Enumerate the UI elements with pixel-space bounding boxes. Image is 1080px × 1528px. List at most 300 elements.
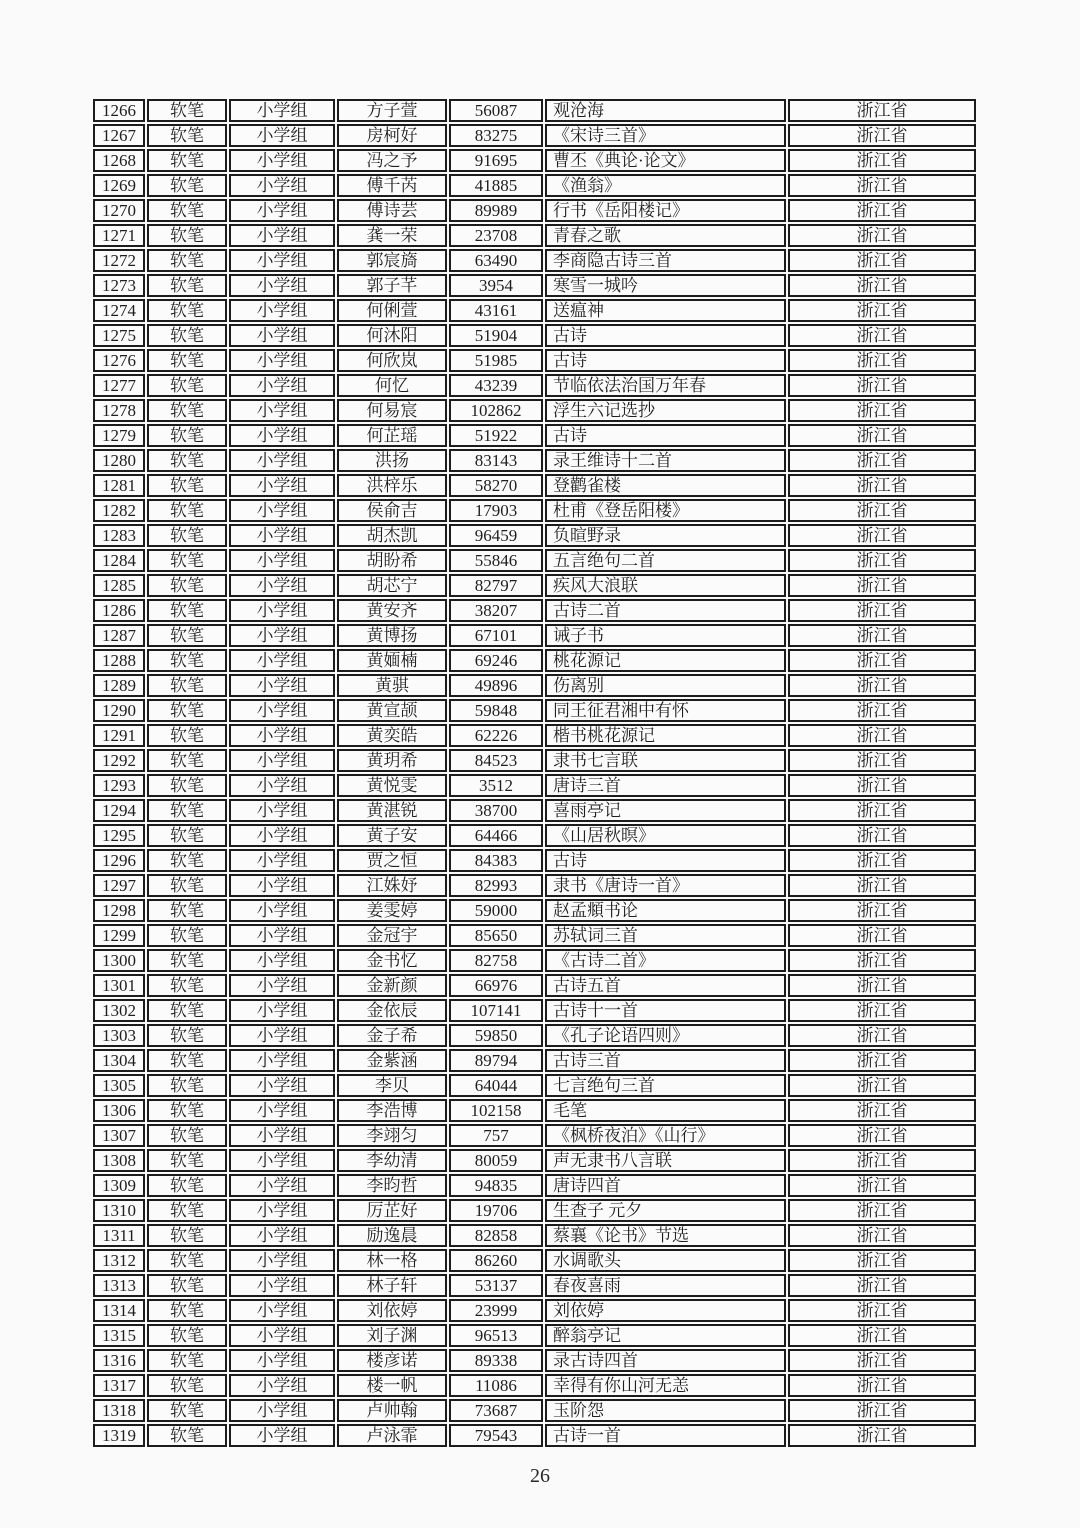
cell-work-title: 桃花源记 xyxy=(545,649,786,672)
cell-row-number: 1295 xyxy=(93,824,145,847)
table-row xyxy=(93,449,976,472)
cell-entry-code: 82858 xyxy=(449,1224,543,1247)
cell-pen-type: 软笔 xyxy=(147,1349,227,1372)
cell-work-title: 《渔翁》 xyxy=(545,174,786,197)
cell-work-title: 苏轼词三首 xyxy=(545,924,786,947)
cell-age-group: 小学组 xyxy=(229,1374,335,1397)
table-row xyxy=(93,974,976,997)
cell-contestant-name: 刘依婷 xyxy=(337,1299,447,1322)
cell-row-number: 1299 xyxy=(93,924,145,947)
cell-work-title: 古诗 xyxy=(545,349,786,372)
table-row xyxy=(93,299,976,322)
cell-entry-code: 79543 xyxy=(449,1424,543,1447)
results-table-body xyxy=(93,99,976,1447)
cell-work-title: 七言绝句三首 xyxy=(545,1074,786,1097)
cell-age-group: 小学组 xyxy=(229,599,335,622)
table-row xyxy=(93,1024,976,1047)
cell-province: 浙江省 xyxy=(788,524,976,547)
cell-work-title: 负暄野录 xyxy=(545,524,786,547)
cell-pen-type: 软笔 xyxy=(147,624,227,647)
cell-pen-type: 软笔 xyxy=(147,499,227,522)
cell-entry-code: 82758 xyxy=(449,949,543,972)
cell-contestant-name: 冯之予 xyxy=(337,149,447,172)
cell-pen-type: 软笔 xyxy=(147,774,227,797)
cell-province: 浙江省 xyxy=(788,1374,976,1397)
cell-row-number: 1275 xyxy=(93,324,145,347)
cell-age-group: 小学组 xyxy=(229,99,335,122)
cell-work-title: 醉翁亭记 xyxy=(545,1324,786,1347)
cell-entry-code: 83143 xyxy=(449,449,543,472)
cell-age-group: 小学组 xyxy=(229,349,335,372)
cell-contestant-name: 楼一帆 xyxy=(337,1374,447,1397)
cell-pen-type: 软笔 xyxy=(147,324,227,347)
cell-contestant-name: 何沐阳 xyxy=(337,324,447,347)
cell-contestant-name: 金子希 xyxy=(337,1024,447,1047)
cell-entry-code: 62226 xyxy=(449,724,543,747)
cell-entry-code: 86260 xyxy=(449,1249,543,1272)
cell-province: 浙江省 xyxy=(788,724,976,747)
cell-pen-type: 软笔 xyxy=(147,1249,227,1272)
cell-contestant-name: 傅千芮 xyxy=(337,174,447,197)
cell-contestant-name: 贾之恒 xyxy=(337,849,447,872)
cell-province: 浙江省 xyxy=(788,1349,976,1372)
cell-age-group: 小学组 xyxy=(229,224,335,247)
cell-pen-type: 软笔 xyxy=(147,824,227,847)
cell-entry-code: 84383 xyxy=(449,849,543,872)
cell-contestant-name: 金紫涵 xyxy=(337,1049,447,1072)
cell-contestant-name: 房柯好 xyxy=(337,124,447,147)
cell-province: 浙江省 xyxy=(788,474,976,497)
cell-entry-code: 102862 xyxy=(449,399,543,422)
table-row xyxy=(93,649,976,672)
cell-contestant-name: 林一格 xyxy=(337,1249,447,1272)
table-row xyxy=(93,774,976,797)
cell-row-number: 1272 xyxy=(93,249,145,272)
cell-row-number: 1289 xyxy=(93,674,145,697)
cell-province: 浙江省 xyxy=(788,399,976,422)
cell-province: 浙江省 xyxy=(788,449,976,472)
table-row xyxy=(93,574,976,597)
cell-pen-type: 软笔 xyxy=(147,274,227,297)
cell-entry-code: 91695 xyxy=(449,149,543,172)
cell-province: 浙江省 xyxy=(788,999,976,1022)
cell-province: 浙江省 xyxy=(788,924,976,947)
cell-entry-code: 82797 xyxy=(449,574,543,597)
cell-age-group: 小学组 xyxy=(229,1299,335,1322)
cell-work-title: 古诗 xyxy=(545,424,786,447)
cell-work-title: 古诗二首 xyxy=(545,599,786,622)
cell-entry-code: 89338 xyxy=(449,1349,543,1372)
cell-province: 浙江省 xyxy=(788,1149,976,1172)
cell-row-number: 1300 xyxy=(93,949,145,972)
cell-work-title: 唐诗三首 xyxy=(545,774,786,797)
cell-pen-type: 软笔 xyxy=(147,1199,227,1222)
table-row xyxy=(93,499,976,522)
cell-age-group: 小学组 xyxy=(229,1424,335,1447)
cell-entry-code: 94835 xyxy=(449,1174,543,1197)
cell-row-number: 1290 xyxy=(93,699,145,722)
cell-province: 浙江省 xyxy=(788,124,976,147)
cell-entry-code: 3512 xyxy=(449,774,543,797)
cell-contestant-name: 励逸晨 xyxy=(337,1224,447,1247)
cell-age-group: 小学组 xyxy=(229,799,335,822)
cell-work-title: 古诗 xyxy=(545,324,786,347)
cell-province: 浙江省 xyxy=(788,674,976,697)
cell-age-group: 小学组 xyxy=(229,824,335,847)
page-number: 26 xyxy=(530,1465,550,1487)
cell-row-number: 1294 xyxy=(93,799,145,822)
cell-province: 浙江省 xyxy=(788,849,976,872)
table-row xyxy=(93,749,976,772)
table-row xyxy=(93,699,976,722)
table-row xyxy=(93,99,976,122)
cell-province: 浙江省 xyxy=(788,1299,976,1322)
cell-work-title: 李商隐古诗三首 xyxy=(545,249,786,272)
cell-row-number: 1310 xyxy=(93,1199,145,1222)
cell-contestant-name: 何易宸 xyxy=(337,399,447,422)
cell-province: 浙江省 xyxy=(788,549,976,572)
cell-age-group: 小学组 xyxy=(229,899,335,922)
cell-entry-code: 82993 xyxy=(449,874,543,897)
cell-pen-type: 软笔 xyxy=(147,1224,227,1247)
cell-work-title: 疾风大浪联 xyxy=(545,574,786,597)
cell-contestant-name: 胡芯宁 xyxy=(337,574,447,597)
cell-row-number: 1301 xyxy=(93,974,145,997)
table-row xyxy=(93,874,976,897)
cell-row-number: 1286 xyxy=(93,599,145,622)
cell-row-number: 1303 xyxy=(93,1024,145,1047)
cell-pen-type: 软笔 xyxy=(147,724,227,747)
cell-age-group: 小学组 xyxy=(229,749,335,772)
cell-province: 浙江省 xyxy=(788,174,976,197)
cell-province: 浙江省 xyxy=(788,574,976,597)
table-row xyxy=(93,274,976,297)
cell-pen-type: 软笔 xyxy=(147,849,227,872)
cell-work-title: 《山居秋暝》 xyxy=(545,824,786,847)
cell-work-title: 生查子 元夕 xyxy=(545,1199,786,1222)
table-row xyxy=(93,1249,976,1272)
cell-pen-type: 软笔 xyxy=(147,1099,227,1122)
table-row xyxy=(93,624,976,647)
cell-province: 浙江省 xyxy=(788,874,976,897)
cell-row-number: 1282 xyxy=(93,499,145,522)
cell-row-number: 1308 xyxy=(93,1149,145,1172)
cell-age-group: 小学组 xyxy=(229,624,335,647)
cell-row-number: 1283 xyxy=(93,524,145,547)
cell-age-group: 小学组 xyxy=(229,199,335,222)
cell-contestant-name: 李翊匀 xyxy=(337,1124,447,1147)
cell-contestant-name: 金依辰 xyxy=(337,999,447,1022)
cell-row-number: 1276 xyxy=(93,349,145,372)
cell-row-number: 1302 xyxy=(93,999,145,1022)
cell-pen-type: 软笔 xyxy=(147,1324,227,1347)
cell-province: 浙江省 xyxy=(788,224,976,247)
cell-age-group: 小学组 xyxy=(229,1149,335,1172)
cell-province: 浙江省 xyxy=(788,899,976,922)
cell-work-title: 登鹳雀楼 xyxy=(545,474,786,497)
cell-work-title: 古诗三首 xyxy=(545,1049,786,1072)
table-row xyxy=(93,324,976,347)
cell-row-number: 1285 xyxy=(93,574,145,597)
cell-province: 浙江省 xyxy=(788,299,976,322)
cell-work-title: 毛笔 xyxy=(545,1099,786,1122)
table-row xyxy=(93,849,976,872)
cell-row-number: 1287 xyxy=(93,624,145,647)
cell-province: 浙江省 xyxy=(788,1274,976,1297)
cell-entry-code: 80059 xyxy=(449,1149,543,1172)
cell-work-title: 杜甫《登岳阳楼》 xyxy=(545,499,786,522)
cell-pen-type: 软笔 xyxy=(147,1074,227,1097)
cell-contestant-name: 黄安齐 xyxy=(337,599,447,622)
cell-province: 浙江省 xyxy=(788,1249,976,1272)
cell-age-group: 小学组 xyxy=(229,149,335,172)
cell-province: 浙江省 xyxy=(788,1074,976,1097)
cell-work-title: 录古诗四首 xyxy=(545,1349,786,1372)
cell-contestant-name: 金冠宇 xyxy=(337,924,447,947)
cell-entry-code: 66976 xyxy=(449,974,543,997)
cell-entry-code: 58270 xyxy=(449,474,543,497)
cell-pen-type: 软笔 xyxy=(147,1274,227,1297)
table-row xyxy=(93,349,976,372)
cell-row-number: 1270 xyxy=(93,199,145,222)
cell-pen-type: 软笔 xyxy=(147,1374,227,1397)
cell-entry-code: 38700 xyxy=(449,799,543,822)
table-row xyxy=(93,1399,976,1422)
table-row xyxy=(93,999,976,1022)
cell-entry-code: 96513 xyxy=(449,1324,543,1347)
cell-row-number: 1297 xyxy=(93,874,145,897)
cell-province: 浙江省 xyxy=(788,599,976,622)
cell-age-group: 小学组 xyxy=(229,1049,335,1072)
cell-province: 浙江省 xyxy=(788,374,976,397)
cell-pen-type: 软笔 xyxy=(147,474,227,497)
cell-province: 浙江省 xyxy=(788,799,976,822)
cell-province: 浙江省 xyxy=(788,274,976,297)
cell-province: 浙江省 xyxy=(788,99,976,122)
cell-province: 浙江省 xyxy=(788,824,976,847)
cell-pen-type: 软笔 xyxy=(147,649,227,672)
cell-row-number: 1313 xyxy=(93,1274,145,1297)
cell-province: 浙江省 xyxy=(788,1049,976,1072)
cell-pen-type: 软笔 xyxy=(147,599,227,622)
cell-contestant-name: 李浩博 xyxy=(337,1099,447,1122)
cell-row-number: 1319 xyxy=(93,1424,145,1447)
cell-entry-code: 38207 xyxy=(449,599,543,622)
cell-entry-code: 23708 xyxy=(449,224,543,247)
cell-province: 浙江省 xyxy=(788,1099,976,1122)
cell-entry-code: 59000 xyxy=(449,899,543,922)
cell-pen-type: 软笔 xyxy=(147,1424,227,1447)
table-row xyxy=(93,799,976,822)
cell-pen-type: 软笔 xyxy=(147,1124,227,1147)
cell-age-group: 小学组 xyxy=(229,449,335,472)
cell-contestant-name: 李幼清 xyxy=(337,1149,447,1172)
cell-pen-type: 软笔 xyxy=(147,249,227,272)
cell-entry-code: 83275 xyxy=(449,124,543,147)
cell-row-number: 1298 xyxy=(93,899,145,922)
table-row xyxy=(93,224,976,247)
cell-contestant-name: 黄奕皓 xyxy=(337,724,447,747)
cell-pen-type: 软笔 xyxy=(147,1149,227,1172)
cell-work-title: 隶书七言联 xyxy=(545,749,786,772)
cell-pen-type: 软笔 xyxy=(147,999,227,1022)
cell-row-number: 1312 xyxy=(93,1249,145,1272)
cell-row-number: 1307 xyxy=(93,1124,145,1147)
cell-pen-type: 软笔 xyxy=(147,899,227,922)
cell-pen-type: 软笔 xyxy=(147,124,227,147)
cell-contestant-name: 何欣岚 xyxy=(337,349,447,372)
cell-row-number: 1279 xyxy=(93,424,145,447)
table-row xyxy=(93,949,976,972)
cell-age-group: 小学组 xyxy=(229,1199,335,1222)
cell-contestant-name: 何忆 xyxy=(337,374,447,397)
table-row xyxy=(93,674,976,697)
cell-pen-type: 软笔 xyxy=(147,374,227,397)
table-row xyxy=(93,1074,976,1097)
cell-age-group: 小学组 xyxy=(229,174,335,197)
cell-contestant-name: 刘子渊 xyxy=(337,1324,447,1347)
cell-entry-code: 51904 xyxy=(449,324,543,347)
cell-contestant-name: 姜雯婷 xyxy=(337,899,447,922)
cell-work-title: 寒雪一城吟 xyxy=(545,274,786,297)
cell-entry-code: 73687 xyxy=(449,1399,543,1422)
table-row xyxy=(93,1149,976,1172)
cell-pen-type: 软笔 xyxy=(147,749,227,772)
cell-work-title: 青春之歌 xyxy=(545,224,786,247)
cell-pen-type: 软笔 xyxy=(147,574,227,597)
cell-province: 浙江省 xyxy=(788,624,976,647)
cell-work-title: 赵孟頫书论 xyxy=(545,899,786,922)
table-row xyxy=(93,249,976,272)
cell-work-title: 《枫桥夜泊》《山行》 xyxy=(545,1124,786,1147)
cell-pen-type: 软笔 xyxy=(147,349,227,372)
cell-row-number: 1317 xyxy=(93,1374,145,1397)
table-row xyxy=(93,824,976,847)
cell-work-title: 《孔子论语四则》 xyxy=(545,1024,786,1047)
cell-pen-type: 软笔 xyxy=(147,1024,227,1047)
cell-row-number: 1318 xyxy=(93,1399,145,1422)
cell-age-group: 小学组 xyxy=(229,249,335,272)
cell-row-number: 1314 xyxy=(93,1299,145,1322)
table-row xyxy=(93,399,976,422)
cell-row-number: 1274 xyxy=(93,299,145,322)
cell-age-group: 小学组 xyxy=(229,1349,335,1372)
cell-row-number: 1311 xyxy=(93,1224,145,1247)
cell-work-title: 古诗五首 xyxy=(545,974,786,997)
cell-age-group: 小学组 xyxy=(229,1174,335,1197)
cell-row-number: 1306 xyxy=(93,1099,145,1122)
cell-row-number: 1277 xyxy=(93,374,145,397)
cell-province: 浙江省 xyxy=(788,949,976,972)
table-row xyxy=(93,1099,976,1122)
cell-pen-type: 软笔 xyxy=(147,1174,227,1197)
cell-pen-type: 软笔 xyxy=(147,549,227,572)
cell-pen-type: 软笔 xyxy=(147,299,227,322)
cell-entry-code: 107141 xyxy=(449,999,543,1022)
cell-work-title: 玉阶怨 xyxy=(545,1399,786,1422)
cell-work-title: 行书《岳阳楼记》 xyxy=(545,199,786,222)
cell-contestant-name: 胡盼希 xyxy=(337,549,447,572)
cell-row-number: 1266 xyxy=(93,99,145,122)
cell-province: 浙江省 xyxy=(788,324,976,347)
cell-contestant-name: 黄悦雯 xyxy=(337,774,447,797)
cell-row-number: 1309 xyxy=(93,1174,145,1197)
cell-province: 浙江省 xyxy=(788,1024,976,1047)
cell-province: 浙江省 xyxy=(788,974,976,997)
cell-work-title: 节临依法治国万年春 xyxy=(545,374,786,397)
cell-entry-code: 102158 xyxy=(449,1099,543,1122)
cell-work-title: 诫子书 xyxy=(545,624,786,647)
cell-entry-code: 51922 xyxy=(449,424,543,447)
cell-province: 浙江省 xyxy=(788,199,976,222)
cell-pen-type: 软笔 xyxy=(147,924,227,947)
cell-work-title: 五言绝句二首 xyxy=(545,549,786,572)
cell-entry-code: 757 xyxy=(449,1124,543,1147)
cell-work-title: 《宋诗三首》 xyxy=(545,124,786,147)
cell-work-title: 幸得有你山河无恙 xyxy=(545,1374,786,1397)
table-row xyxy=(93,1324,976,1347)
cell-row-number: 1292 xyxy=(93,749,145,772)
cell-age-group: 小学组 xyxy=(229,724,335,747)
cell-contestant-name: 何芷瑶 xyxy=(337,424,447,447)
cell-row-number: 1269 xyxy=(93,174,145,197)
table-row xyxy=(93,1174,976,1197)
cell-contestant-name: 黄玥希 xyxy=(337,749,447,772)
cell-work-title: 古诗 xyxy=(545,849,786,872)
cell-province: 浙江省 xyxy=(788,1324,976,1347)
cell-contestant-name: 黄媔楠 xyxy=(337,649,447,672)
cell-pen-type: 软笔 xyxy=(147,974,227,997)
cell-entry-code: 43161 xyxy=(449,299,543,322)
cell-entry-code: 51985 xyxy=(449,349,543,372)
cell-entry-code: 85650 xyxy=(449,924,543,947)
cell-work-title: 蔡襄《论书》节选 xyxy=(545,1224,786,1247)
cell-work-title: 楷书桃花源记 xyxy=(545,724,786,747)
cell-age-group: 小学组 xyxy=(229,774,335,797)
cell-age-group: 小学组 xyxy=(229,399,335,422)
cell-age-group: 小学组 xyxy=(229,499,335,522)
cell-contestant-name: 金书忆 xyxy=(337,949,447,972)
table-row xyxy=(93,424,976,447)
cell-age-group: 小学组 xyxy=(229,549,335,572)
cell-contestant-name: 黄宣颉 xyxy=(337,699,447,722)
cell-pen-type: 软笔 xyxy=(147,399,227,422)
table-row xyxy=(93,924,976,947)
cell-row-number: 1281 xyxy=(93,474,145,497)
cell-province: 浙江省 xyxy=(788,424,976,447)
cell-contestant-name: 楼彦诺 xyxy=(337,1349,447,1372)
cell-age-group: 小学组 xyxy=(229,299,335,322)
cell-pen-type: 软笔 xyxy=(147,1049,227,1072)
table-row xyxy=(93,124,976,147)
cell-entry-code: 64044 xyxy=(449,1074,543,1097)
cell-pen-type: 软笔 xyxy=(147,949,227,972)
cell-contestant-name: 洪梓乐 xyxy=(337,474,447,497)
cell-age-group: 小学组 xyxy=(229,1074,335,1097)
cell-pen-type: 软笔 xyxy=(147,799,227,822)
cell-row-number: 1296 xyxy=(93,849,145,872)
cell-row-number: 1304 xyxy=(93,1049,145,1072)
cell-age-group: 小学组 xyxy=(229,474,335,497)
cell-age-group: 小学组 xyxy=(229,974,335,997)
table-row xyxy=(93,199,976,222)
cell-age-group: 小学组 xyxy=(229,124,335,147)
cell-work-title: 送瘟神 xyxy=(545,299,786,322)
cell-pen-type: 软笔 xyxy=(147,524,227,547)
cell-age-group: 小学组 xyxy=(229,1024,335,1047)
cell-age-group: 小学组 xyxy=(229,1399,335,1422)
table-row xyxy=(93,1049,976,1072)
